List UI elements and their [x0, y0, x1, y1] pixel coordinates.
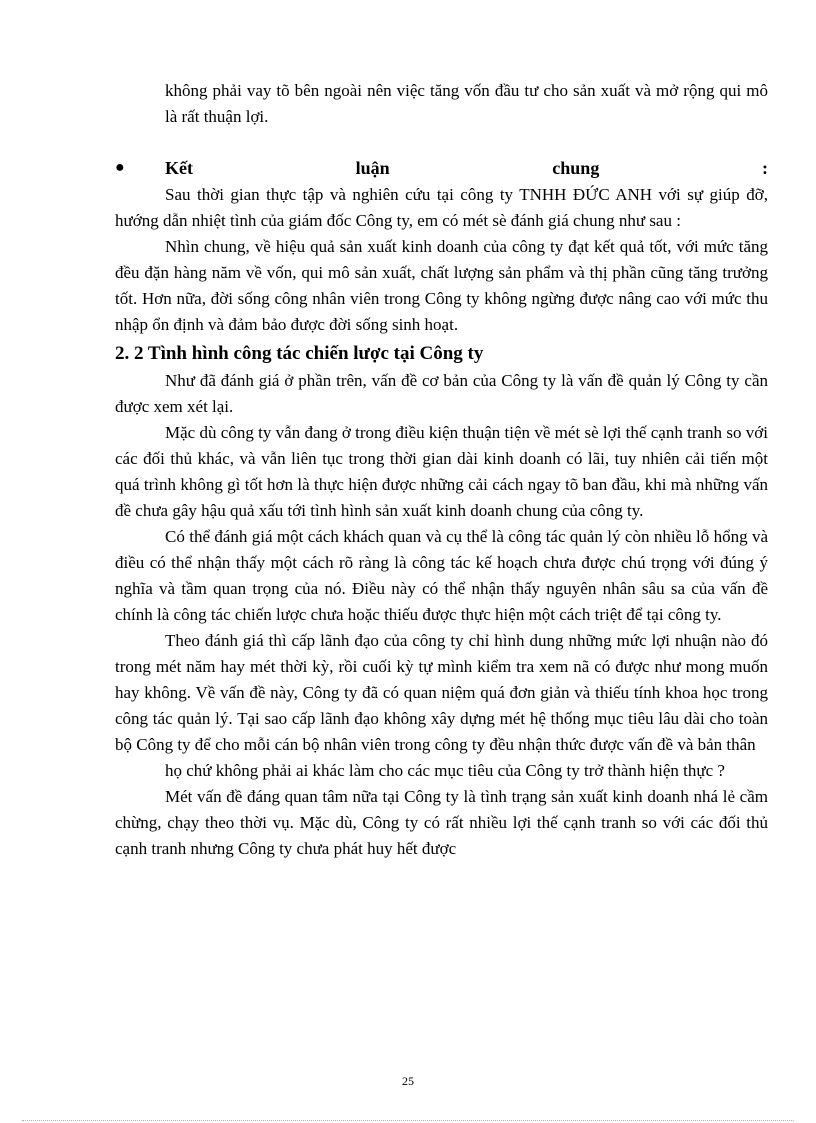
conclusion-bullet [115, 154, 768, 182]
paragraph-5: Mét vấn đề đáng quan tâm nữa tại Công ty là tình trạng sản xuất kinh doanh nhá lẻ cầm chừng, chạy theo thời vụ. Mặc dù, Công ty có rất nhiều lợi thế cạnh tranh so với các đối thủ cạnh tranh nhưng Công ty chưa phát huy hết được [115, 787, 768, 858]
conclusion-word-1: Kết [165, 158, 193, 178]
paragraph-4: Theo đánh giá thì cấp lãnh đạo của công ty chỉ hình dung những mức lợi nhuận nào đó trong mét năm hay mét thời kỳ, rồi cuối kỳ tự mình kiểm tra xem nã có được như mong muốn hay không. Về vấn đề này, Công ty đã có quan niệm quá đơn giản và thiếu tính khoa học trong công tác quản lý. Tại sao cấp lãnh đạo không xây dựng mét hệ thống mục tiêu lâu dài cho toàn bộ Công ty để cho mỗi cán bộ nhân viên trong công ty đều nhận thức được vấn đề và bản thân [115, 631, 768, 754]
paragraph-conclusion-1: Sau thời gian thực tập và nghiên cứu tại công ty TNHH ĐỨC ANH với sự giúp đỡ, hướng dẫn nhiệt tình của giám đốc Công ty, em có mét sè đánh giá chung như sau : [115, 185, 768, 230]
section-heading: 2. 2 Tình hình công tác chiến lược tại Công ty [115, 343, 484, 364]
paragraph-1: Như đã đánh giá ở phần trên, vấn đề cơ bản của Công ty là vấn đề quản lý Công ty cần được xem xét lại. [115, 371, 768, 416]
paragraph-conclusion-2: Nhìn chung, về hiệu quả sản xuất kinh doanh của công ty đạt kết quả tốt, với mức tăng đều đặn hàng năm về vốn, qui mô sản xuất, chất lượng sản phẩm và thị phần cũng tăng trưởng tốt. Hơn nữa, đời sống công nhân viên trong Công ty không ngừng được nâng cao với mức thu nhập ổn định và đảm bảo được đời sống sinh hoạt. [115, 237, 768, 334]
bullet-icon: ● [115, 159, 125, 176]
conclusion-word-3: chung [552, 158, 600, 178]
paragraph-2: Mặc dù công ty vẫn đang ở trong điều kiện thuận tiện về mét sè lợi thế cạnh tranh so với các đối thủ khác, và vẫn liên tục trong thời gian dài kinh doanh có lãi, tuy nhiên cải tiến một quá trình không gì tốt hơn là thực hiện được những cải cách ngay tõ ban đầu, khi mà những vấn đề chưa gây hậu quả xấu tới tình hình sản xuất kinh doanh chung của công ty. [115, 423, 768, 520]
paragraph-3: Có thể đánh giá một cách khách quan và cụ thể là công tác quản lý còn nhiều lỗ hổng và điều có thể nhận thấy một cách rõ ràng là công tác kế hoạch chưa được chú trọng với đúng ý nghĩa và tầm quan trọng của nó. Điều này có thể nhận thấy nguyên nhân sâu sa của vấn đề chính là công tác chiến lược chưa hoặc thiếu được thực hiện một cách triệt để tại công ty. [115, 527, 768, 624]
paragraph-4-continued: họ chứ không phải ai khác làm cho các mục tiêu của Công ty trở thành hiện thực ? [165, 761, 725, 780]
page-content [115, 78, 768, 862]
conclusion-heading [165, 154, 768, 182]
page-number: 25 [402, 1074, 414, 1088]
page-bottom-divider [22, 1120, 794, 1121]
conclusion-word-2: luận [355, 158, 390, 178]
conclusion-word-4: : [761, 158, 768, 178]
paragraph-intro: không phải vay tõ bên ngoài nên việc tăng vốn đầu tư cho sản xuất và mở rộng qui mô là rất thuận lợi. [165, 81, 768, 126]
